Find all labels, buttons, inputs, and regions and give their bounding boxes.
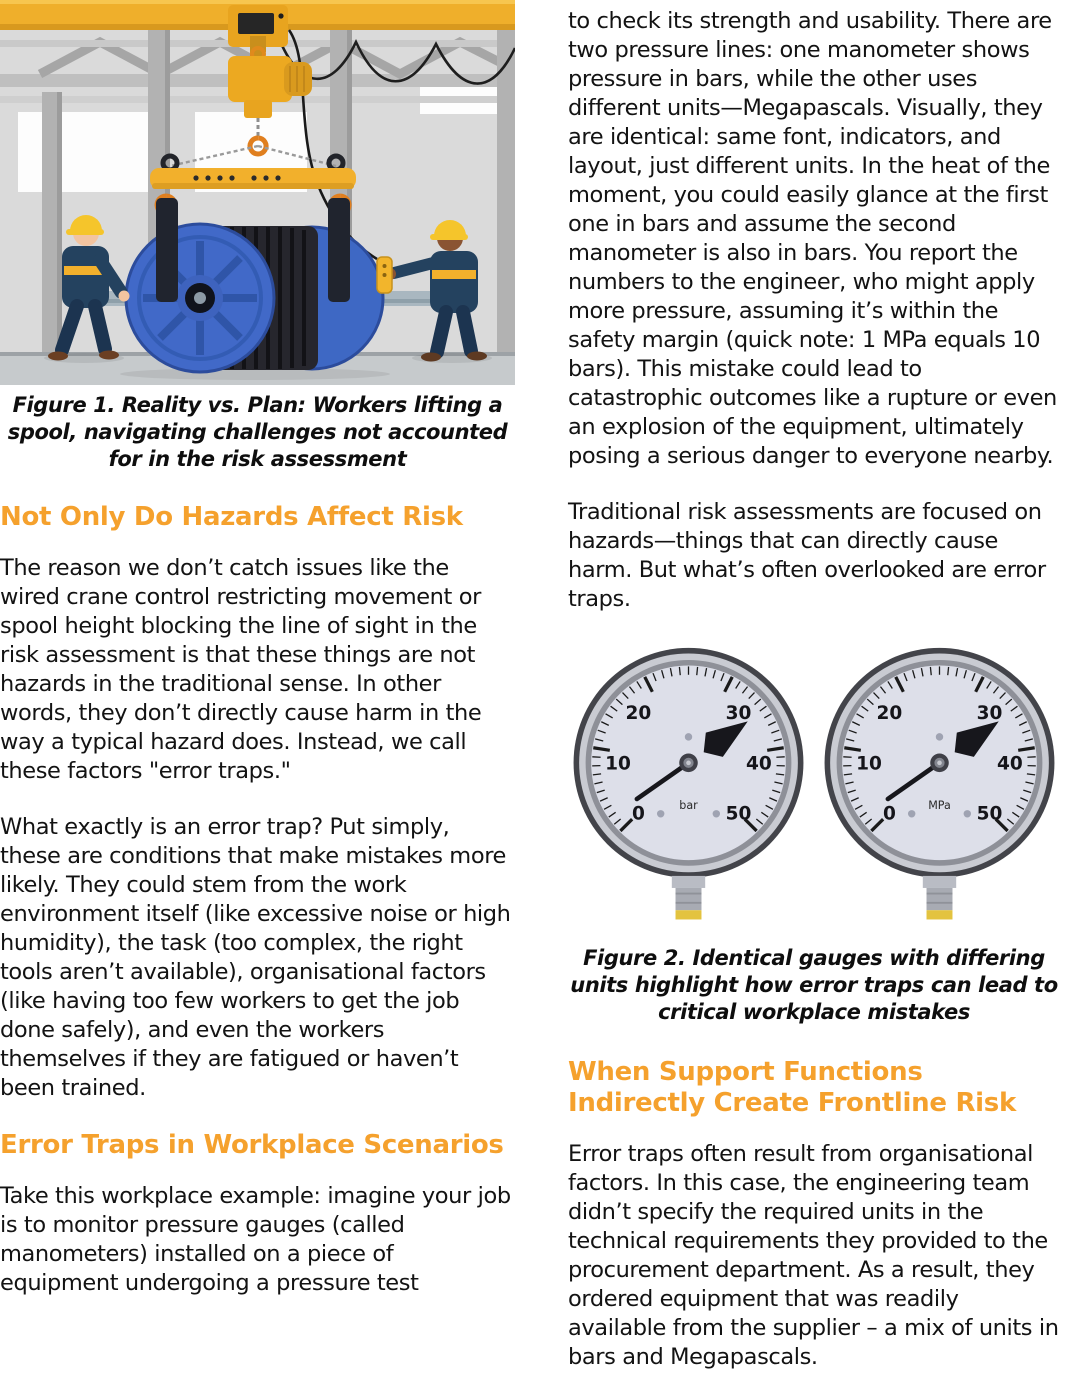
- paragraph-traditional-assessments: Traditional risk assessments are focused on hazards—things that can directly cause harm. But what’s often overlooked are error traps.: [568, 498, 1060, 614]
- paragraph-error-traps-intro: The reason we don’t catch issues like the wired crane control restricting movement or spool height blocking the line of sight in the risk assessment is that these things are not hazards in the traditional sense. In other words, they don’t directly cause harm in the way a typical hazard does. Instead, we call these factors "error traps.": [0, 554, 515, 786]
- gauge-tick-label: 40: [997, 753, 1023, 774]
- gauge-tick-label: 30: [977, 703, 1003, 724]
- lifting-sling-right: [328, 198, 350, 302]
- gauge-bar: [568, 641, 809, 931]
- gauge-stem: [672, 876, 705, 920]
- figure2-gauges: [568, 641, 1060, 931]
- heading-not-only-hazards: Not Only Do Hazards Affect Risk: [0, 502, 515, 533]
- figure1-caption: Figure 1. Reality vs. Plan: Workers lifting a spool, navigating challenges not accounted for in the risk assessment: [2, 392, 513, 473]
- gauge-tick-label: 10: [605, 753, 631, 774]
- figure1-illustration: [0, 0, 515, 385]
- gauge-stem: [923, 876, 956, 920]
- gauge-tick-label: 20: [877, 703, 903, 724]
- gauge-tick-label: 50: [726, 803, 752, 824]
- paragraph-manometer-story: to check its strength and usability. There are two pressure lines: one manometer shows pressure in bars, while the other uses different units—Megapascals. Visually, they are identical: same font, indicators, and layout, just different units. In the heat of the moment, you could easily glance at the first one in bars and assume the second manometer is also in bars. You report the numbers to the engineer, who might apply more pressure, assuming it’s within the safety margin (quick note: 1 MPa equals 10 bars). This mistake could lead to catastrophic outcomes like a rupture or even an explosion of the equipment, ultimately posing a serious danger to everyone nearby.: [568, 7, 1060, 471]
- gauge-tick-label: 10: [856, 753, 882, 774]
- gauge-tick-label: 30: [726, 703, 752, 724]
- paragraph-workplace-example: Take this workplace example: imagine your job is to monitor pressure gauges (called manometers) installed on a piece of equipment undergoing a pressure test: [0, 1182, 515, 1298]
- paragraph-error-trap-definition: What exactly is an error trap? Put simply, these are conditions that make mistakes more likely. They could stem from the work environment itself (like excessive noise or high humidity), the task (too complex, the right tools aren’t available), organisational factors (like having too few workers to get the job done safely), and even the workers themselves if they are fatigued or haven’t been trained.: [0, 813, 515, 1103]
- pendant-remote: [377, 257, 392, 293]
- paragraph-organisational-factors: Error traps often result from organisational factors. In this case, the engineering team didn’t specify the required units in the technical requirements they provided to the procurement department. As a result, they ordered equipment that was readily available from the supplier – a mix of units in bars and Megapascals.: [568, 1140, 1060, 1372]
- gauge-tick-label: 0: [632, 803, 645, 824]
- gauge-unit-label: MPa: [928, 799, 951, 812]
- gauge-tick-label: 20: [626, 703, 652, 724]
- lifting-sling-left: [156, 198, 178, 302]
- gauge-unit-label: bar: [679, 799, 698, 812]
- crane-spool-illustration-svg: [0, 0, 515, 385]
- right-column: [540, 0, 1080, 1399]
- gauge-mpa: [819, 641, 1060, 931]
- gauge-tick-label: 0: [883, 803, 896, 824]
- heading-support-functions: When Support Functions Indirectly Create Frontline Risk: [568, 1057, 1060, 1119]
- gauge-tick-label: 40: [746, 753, 772, 774]
- figure2-caption: Figure 2. Identical gauges with differing units highlight how error traps can lead to critical workplace mistakes: [570, 945, 1058, 1026]
- heading-error-traps-scenarios: Error Traps in Workplace Scenarios: [0, 1130, 515, 1161]
- gauge-tick-label: 50: [977, 803, 1003, 824]
